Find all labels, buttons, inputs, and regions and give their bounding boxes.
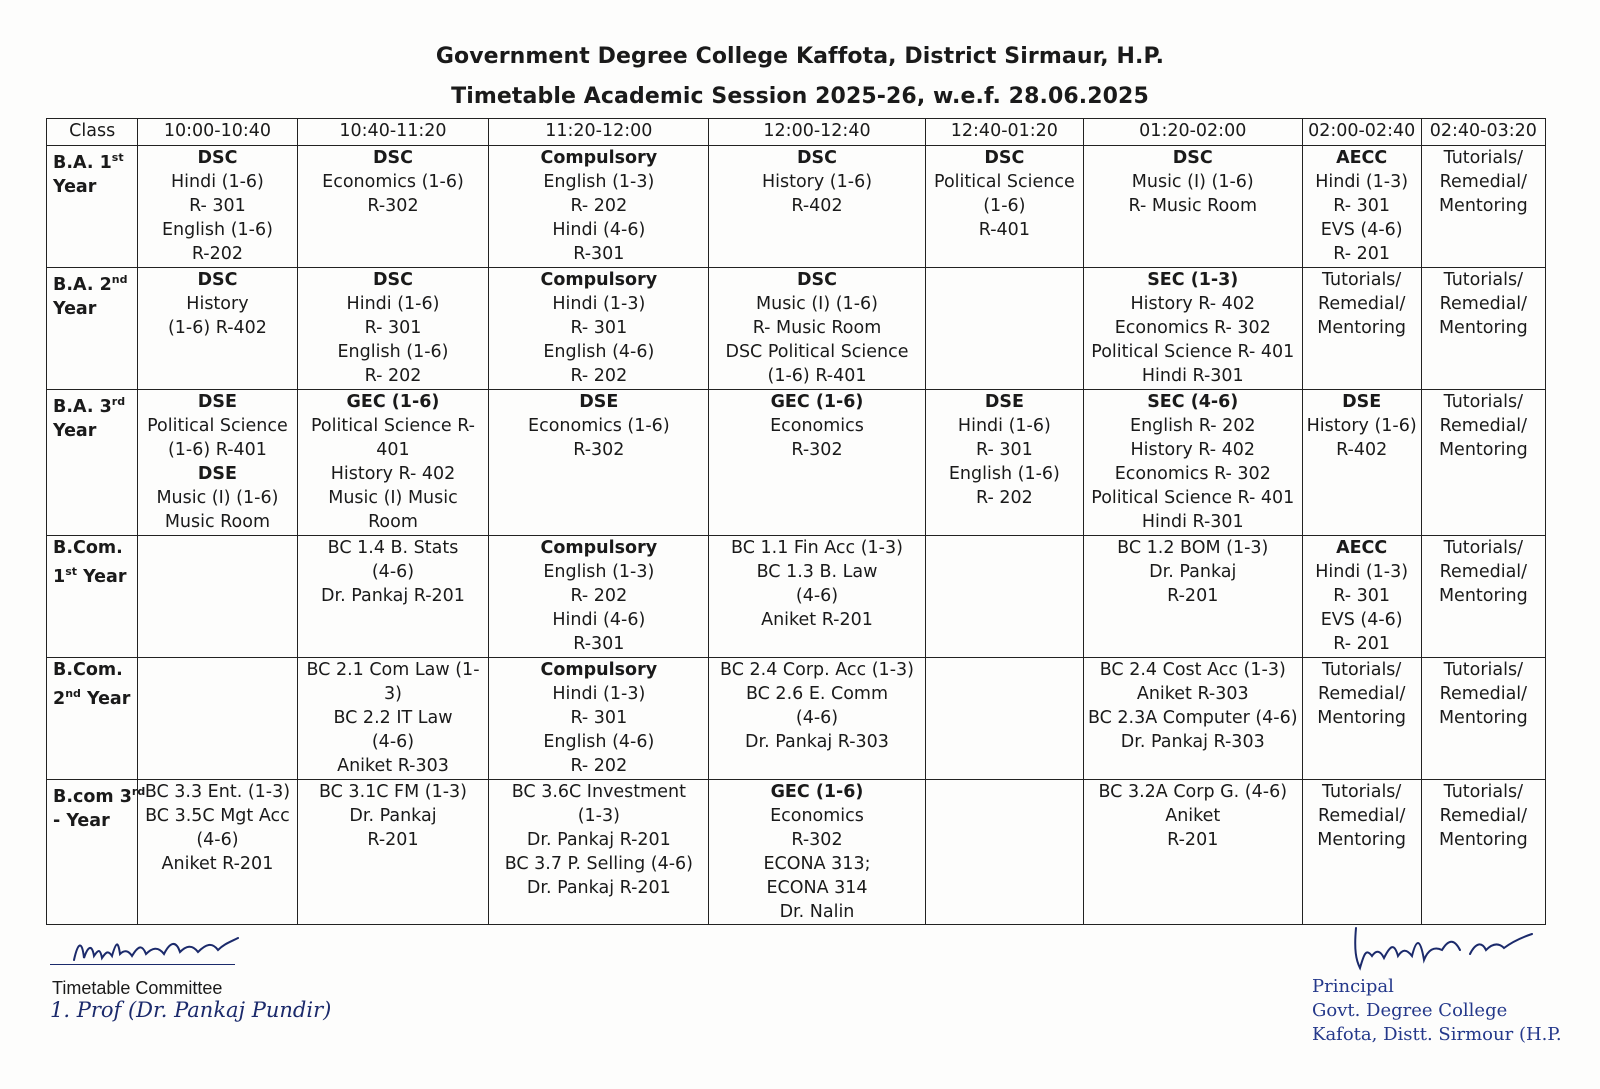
- cell-line: Political Science: [147, 416, 288, 436]
- cell-line: R-402: [791, 196, 843, 216]
- timetable-cell: [297, 780, 489, 925]
- cell-line: Tutorials/: [1321, 660, 1402, 680]
- cell-line: English (1-6): [948, 464, 1060, 484]
- class-label-line: B.A. 1st: [53, 151, 124, 173]
- cell-line: BC 2.1 Com Law (1-: [306, 660, 480, 680]
- cell-line: DSE: [579, 392, 619, 412]
- cell-line: R- 301: [570, 318, 628, 338]
- cell-line: DSC: [797, 270, 837, 290]
- cell-line: DSE: [984, 392, 1024, 412]
- class-cell: [47, 390, 138, 536]
- timetable-cell: [925, 536, 1083, 658]
- timetable-cell: [1421, 390, 1545, 536]
- cell-line: R- 301: [189, 196, 246, 216]
- cell-line: Music (I) (1-6): [156, 488, 279, 508]
- cell-line: BC 3.1C FM (1-3): [318, 782, 468, 802]
- cell-line: Mentoring: [1438, 586, 1528, 606]
- cell-line: Political Science: [934, 172, 1075, 192]
- cell-line: DSC: [373, 270, 413, 290]
- column-header-slot: 10:00-10:40: [138, 119, 297, 146]
- cell-line: DSE: [197, 464, 237, 484]
- cell-line: BC 2.2 IT Law: [333, 708, 453, 728]
- cell-line: Dr. Pankaj: [1149, 562, 1237, 582]
- cell-line: Tutorials/: [1321, 270, 1402, 290]
- cell-line: R-302: [791, 440, 843, 460]
- class-label-line: Year: [53, 420, 97, 441]
- cell-line: (1-6) R-401: [167, 440, 267, 460]
- timetable-cell: [709, 658, 926, 780]
- class-label-line: - Year: [53, 810, 110, 831]
- class-label-line: Year: [53, 176, 97, 197]
- cell-line: (4-6): [795, 586, 839, 606]
- cell-line: Compulsory: [540, 660, 658, 680]
- column-header-slot: 02:00-02:40: [1302, 119, 1421, 146]
- timetable-cell: [925, 390, 1083, 536]
- timetable-cell: [1421, 536, 1545, 658]
- class-label-line: B.A. 2nd: [53, 273, 128, 295]
- cell-line: History (1-6): [1306, 416, 1417, 436]
- cell-line: Mentoring: [1317, 318, 1407, 338]
- cell-line: (4-6): [196, 830, 239, 850]
- cell-line: SEC (1-3): [1147, 270, 1239, 290]
- cell-line: DSE: [1342, 392, 1382, 412]
- cell-line: Compulsory: [540, 538, 658, 558]
- cell-line: Dr. Pankaj: [349, 806, 437, 826]
- cell-line: Mentoring: [1438, 830, 1528, 850]
- timetable-cell: [1302, 658, 1421, 780]
- cell-line: R- 301: [1333, 586, 1391, 606]
- cell-line: BC 3.5C Mgt Acc: [145, 806, 290, 826]
- cell-line: BC 1.3 B. Law: [756, 562, 878, 582]
- cell-line: English (1-6): [337, 342, 449, 362]
- timetable-cell: [709, 780, 926, 925]
- cell-line: Hindi (1-3): [1315, 172, 1409, 192]
- timetable-cell: [1083, 146, 1302, 268]
- timetable-cell: [1421, 780, 1545, 925]
- cell-line: BC 2.4 Corp. Acc (1-3): [720, 660, 914, 680]
- committee-member: 1. Prof (Dr. Pankaj Pundir): [50, 998, 332, 1022]
- committee-label: Timetable Committee: [52, 978, 223, 998]
- cell-line: GEC (1-6): [770, 782, 864, 802]
- cell-line: Tutorials/: [1443, 392, 1524, 412]
- signature-scribble-icon: [72, 932, 242, 966]
- timetable-cell: [138, 146, 297, 268]
- cell-line: Economics: [770, 416, 864, 436]
- timetable-cell: [489, 658, 709, 780]
- cell-line: R-402: [1336, 440, 1388, 460]
- cell-line: Remedial/: [1317, 806, 1406, 826]
- timetable-cell: [1083, 268, 1302, 390]
- table-row: [47, 658, 1546, 780]
- cell-line: DSC: [197, 148, 238, 168]
- cell-line: R- 202: [364, 366, 422, 386]
- class-cell: [47, 780, 146, 925]
- timetable-cell: [138, 268, 297, 390]
- cell-line: Mentoring: [1438, 708, 1528, 728]
- cell-line: Mentoring: [1438, 196, 1528, 216]
- cell-line: R- 201: [1333, 634, 1391, 654]
- timetable-cell: [1083, 536, 1302, 658]
- column-header-slot: 02:40-03:20: [1421, 119, 1545, 146]
- cell-line: ECONA 314: [766, 878, 868, 898]
- cell-line: R- 301: [570, 708, 628, 728]
- timetable-table: [46, 118, 1546, 925]
- cell-line: Room: [368, 512, 418, 532]
- cell-line: Compulsory: [540, 270, 658, 290]
- college-stamp: [1312, 975, 1562, 1047]
- cell-line: Political Science R- 401: [1091, 488, 1295, 508]
- cell-line: BC 3.2A Corp G. (4-6): [1098, 782, 1288, 802]
- cell-line: Music (I) (1-6): [756, 294, 878, 314]
- cell-line: GEC (1-6): [346, 392, 440, 412]
- cell-line: 3): [384, 684, 402, 704]
- timetable-cell: [1421, 658, 1545, 780]
- cell-line: English (4-6): [543, 732, 655, 752]
- cell-line: Hindi (4-6): [552, 610, 646, 630]
- cell-line: DSC: [797, 148, 837, 168]
- column-header-slot: 10:40-11:20: [297, 119, 489, 146]
- class-label-line: Year: [53, 298, 97, 319]
- cell-line: Music (I) (1-6): [1131, 172, 1254, 192]
- stamp-principal: Principal: [1312, 976, 1394, 997]
- cell-line: Remedial/: [1317, 294, 1406, 314]
- cell-line: Political Science R- 401: [1091, 342, 1295, 362]
- cell-line: (4-6): [795, 708, 839, 728]
- timetable-cell: [489, 390, 709, 536]
- cell-line: (4-6): [371, 562, 415, 582]
- cell-line: Aniket R-303: [1136, 684, 1249, 704]
- cell-line: R- Music Room: [752, 318, 882, 338]
- timetable-cell: [489, 268, 709, 390]
- cell-line: R-202: [191, 244, 244, 264]
- cell-line: Tutorials/: [1443, 782, 1524, 802]
- timetable-cell: [297, 658, 489, 780]
- class-label-line: B.A. 3rd: [53, 395, 126, 417]
- cell-line: Hindi (4-6): [552, 220, 646, 240]
- table-row: [47, 146, 1546, 268]
- cell-line: R-201: [367, 830, 419, 850]
- cell-line: BC 3.3 Ent. (1-3): [144, 782, 291, 802]
- cell-line: GEC (1-6): [770, 392, 864, 412]
- cell-line: (1-6) R-401: [767, 366, 867, 386]
- cell-line: Mentoring: [1438, 318, 1528, 338]
- timetable-cell: [138, 658, 297, 780]
- cell-line: (1-6) R-402: [167, 318, 267, 338]
- cell-line: Music Room: [164, 512, 271, 532]
- cell-line: Hindi (1-3): [552, 684, 646, 704]
- class-label-line: B.com 3rd: [53, 785, 146, 807]
- timetable-cell: [1421, 146, 1545, 268]
- timetable-cell: [1083, 780, 1302, 925]
- cell-line: Hindi R-301: [1141, 512, 1244, 532]
- cell-line: R-201: [1167, 830, 1219, 850]
- table-row: [47, 390, 1546, 536]
- class-cell: [47, 658, 138, 780]
- cell-line: BC 2.3A Computer (4-6): [1087, 708, 1298, 728]
- timetable-cell: [709, 536, 926, 658]
- timetable-cell: [1302, 536, 1421, 658]
- cell-line: DSC: [197, 270, 238, 290]
- timetable-cell: [297, 268, 489, 390]
- cell-line: Economics: [770, 806, 864, 826]
- cell-line: BC 3.7 P. Selling (4-6): [504, 854, 693, 874]
- stamp-address: Kafota, Distt. Sirmour (H.P.: [1312, 1024, 1562, 1045]
- class-cell: [47, 146, 138, 268]
- cell-line: R-302: [367, 196, 419, 216]
- cell-line: Economics (1-6): [322, 172, 464, 192]
- cell-line: (1-6): [983, 196, 1026, 216]
- cell-line: R- 301: [976, 440, 1033, 460]
- cell-line: BC 2.6 E. Comm: [745, 684, 889, 704]
- timetable-cell: [489, 780, 709, 925]
- cell-line: Aniket R-303: [337, 756, 449, 776]
- timetable-cell: [1083, 658, 1302, 780]
- cell-line: R- 202: [570, 366, 628, 386]
- cell-line: Hindi (1-3): [552, 294, 646, 314]
- cell-line: Mentoring: [1317, 708, 1407, 728]
- cell-line: Mentoring: [1317, 830, 1407, 850]
- cell-line: Economics R- 302: [1114, 464, 1271, 484]
- timetable-cell: [925, 146, 1083, 268]
- cell-line: R-401: [978, 220, 1030, 240]
- column-header-slot: 12:00-12:40: [709, 119, 926, 146]
- timetable-cell: [1421, 268, 1545, 390]
- cell-line: Dr. Nalin: [779, 902, 855, 922]
- timetable-cell: [297, 536, 489, 658]
- cell-line: R-302: [791, 830, 843, 850]
- cell-line: Aniket R-201: [761, 610, 873, 630]
- table-row: [47, 536, 1546, 658]
- cell-line: R-302: [573, 440, 625, 460]
- cell-line: Remedial/: [1439, 562, 1528, 582]
- column-header-slot: 01:20-02:00: [1083, 119, 1302, 146]
- timetable-cell: [1302, 268, 1421, 390]
- timetable-cell: [297, 390, 489, 536]
- cell-line: English (1-3): [543, 562, 655, 582]
- timetable-cell: [297, 146, 489, 268]
- column-header-slot: 11:20-12:00: [489, 119, 709, 146]
- cell-line: BC 1.4 B. Stats: [327, 538, 459, 558]
- cell-line: English (1-3): [543, 172, 655, 192]
- cell-line: R-201: [1167, 586, 1219, 606]
- timetable-cell: [138, 390, 297, 536]
- cell-line: BC 1.1 Fin Acc (1-3): [731, 538, 903, 558]
- cell-line: History: [186, 294, 249, 314]
- cell-line: English (1-6): [161, 220, 273, 240]
- cell-line: Economics (1-6): [528, 416, 670, 436]
- timetable-cell: [1302, 780, 1421, 925]
- class-label-line: B.Com.: [53, 538, 123, 558]
- timetable-cell: [138, 536, 297, 658]
- table-header-row: [47, 119, 1546, 146]
- cell-line: 401: [376, 440, 410, 460]
- cell-line: Remedial/: [1439, 416, 1528, 436]
- cell-line: DSC Political Science: [725, 342, 909, 362]
- timetable-cell: [925, 658, 1083, 780]
- cell-line: Remedial/: [1317, 684, 1406, 704]
- cell-line: BC 1.2 BOM (1-3): [1117, 538, 1269, 558]
- cell-line: Remedial/: [1439, 294, 1528, 314]
- principal-signature-scribble-icon: [1350, 920, 1540, 980]
- cell-line: Remedial/: [1439, 684, 1528, 704]
- cell-line: R- 202: [976, 488, 1033, 508]
- college-title: Government Degree College Kaffota, District Sirmaur, H.P.: [435, 44, 1165, 69]
- cell-line: Aniket R-201: [161, 854, 274, 874]
- column-header-class: Class: [47, 119, 138, 146]
- class-label-line: B.Com.: [53, 660, 123, 680]
- timetable-cell: [925, 268, 1083, 390]
- cell-line: Compulsory: [540, 148, 658, 168]
- class-label-line: 1st Year: [53, 565, 127, 587]
- timetable-cell: [1083, 390, 1302, 536]
- cell-line: Tutorials/: [1443, 270, 1524, 290]
- class-cell: [47, 268, 138, 390]
- cell-line: R- 202: [570, 196, 628, 216]
- cell-line: Mentoring: [1438, 440, 1528, 460]
- cell-line: R- 201: [1333, 244, 1391, 264]
- timetable-cell: [489, 146, 709, 268]
- cell-line: Hindi (1-6): [170, 172, 264, 192]
- table-row: [47, 780, 1546, 925]
- cell-line: DSC: [373, 148, 413, 168]
- cell-line: EVS (4-6): [1320, 610, 1403, 630]
- cell-line: Music (I) Music: [328, 488, 458, 508]
- cell-line: Tutorials/: [1443, 148, 1524, 168]
- cell-line: English R- 202: [1130, 416, 1256, 436]
- cell-line: SEC (4-6): [1147, 392, 1239, 412]
- timetable-cell: [1302, 146, 1421, 268]
- cell-line: Tutorials/: [1443, 538, 1524, 558]
- cell-line: Hindi (1-6): [957, 416, 1051, 436]
- cell-line: Political Science R-: [310, 416, 475, 436]
- cell-line: History (1-6): [761, 172, 873, 192]
- cell-line: Dr. Pankaj R-201: [526, 878, 671, 898]
- timetable-cell: [138, 780, 297, 925]
- column-header-slot: 12:40-01:20: [925, 119, 1083, 146]
- cell-line: History R- 402: [330, 464, 456, 484]
- timetable-cell: [709, 146, 926, 268]
- timetable-cell: [709, 390, 926, 536]
- cell-line: R- 202: [570, 756, 628, 776]
- cell-line: R- Music Room: [1128, 196, 1258, 216]
- cell-line: R- 301: [364, 318, 422, 338]
- timetable-cell: [709, 268, 926, 390]
- cell-line: Remedial/: [1439, 172, 1528, 192]
- cell-line: DSC: [984, 148, 1025, 168]
- cell-line: R-301: [573, 634, 625, 654]
- cell-line: English (4-6): [543, 342, 655, 362]
- cell-line: R- 301: [1333, 196, 1391, 216]
- cell-line: (4-6): [371, 732, 415, 752]
- cell-line: History R- 402: [1130, 294, 1256, 314]
- cell-line: BC 3.6C Investment: [511, 782, 686, 802]
- cell-line: History R- 402: [1130, 440, 1256, 460]
- cell-line: DSE: [197, 392, 237, 412]
- timetable-cell: [1302, 390, 1421, 536]
- cell-line: Hindi (1-6): [346, 294, 440, 314]
- cell-line: Dr. Pankaj R-201: [526, 830, 671, 850]
- cell-line: Dr. Pankaj R-303: [745, 732, 889, 752]
- class-cell: [47, 536, 138, 658]
- cell-line: BC 2.4 Cost Acc (1-3): [1099, 660, 1286, 680]
- timetable-subtitle: Timetable Academic Session 2025-26, w.e.f. 28.06.2025: [451, 84, 1149, 109]
- cell-line: Remedial/: [1439, 806, 1528, 826]
- cell-line: Hindi R-301: [1141, 366, 1244, 386]
- stamp-college: Govt. Degree College: [1312, 1000, 1508, 1021]
- timetable-cell: [925, 780, 1083, 925]
- cell-line: ECONA 313;: [763, 854, 871, 874]
- cell-line: DSC: [1172, 148, 1213, 168]
- cell-line: Aniket: [1165, 806, 1221, 826]
- cell-line: Dr. Pankaj R-303: [1120, 732, 1265, 752]
- cell-line: AECC: [1336, 148, 1388, 168]
- cell-line: Economics R- 302: [1114, 318, 1271, 338]
- cell-line: Tutorials/: [1321, 782, 1402, 802]
- cell-line: AECC: [1336, 538, 1388, 558]
- cell-line: Tutorials/: [1443, 660, 1524, 680]
- table-row: [47, 268, 1546, 390]
- cell-line: R-301: [573, 244, 625, 264]
- cell-line: Dr. Pankaj R-201: [321, 586, 465, 606]
- cell-line: Hindi (1-3): [1315, 562, 1409, 582]
- timetable-cell: [489, 536, 709, 658]
- cell-line: (1-3): [577, 806, 620, 826]
- cell-line: R- 202: [570, 586, 628, 606]
- class-label-line: 2nd Year: [53, 687, 131, 709]
- cell-line: EVS (4-6): [1320, 220, 1403, 240]
